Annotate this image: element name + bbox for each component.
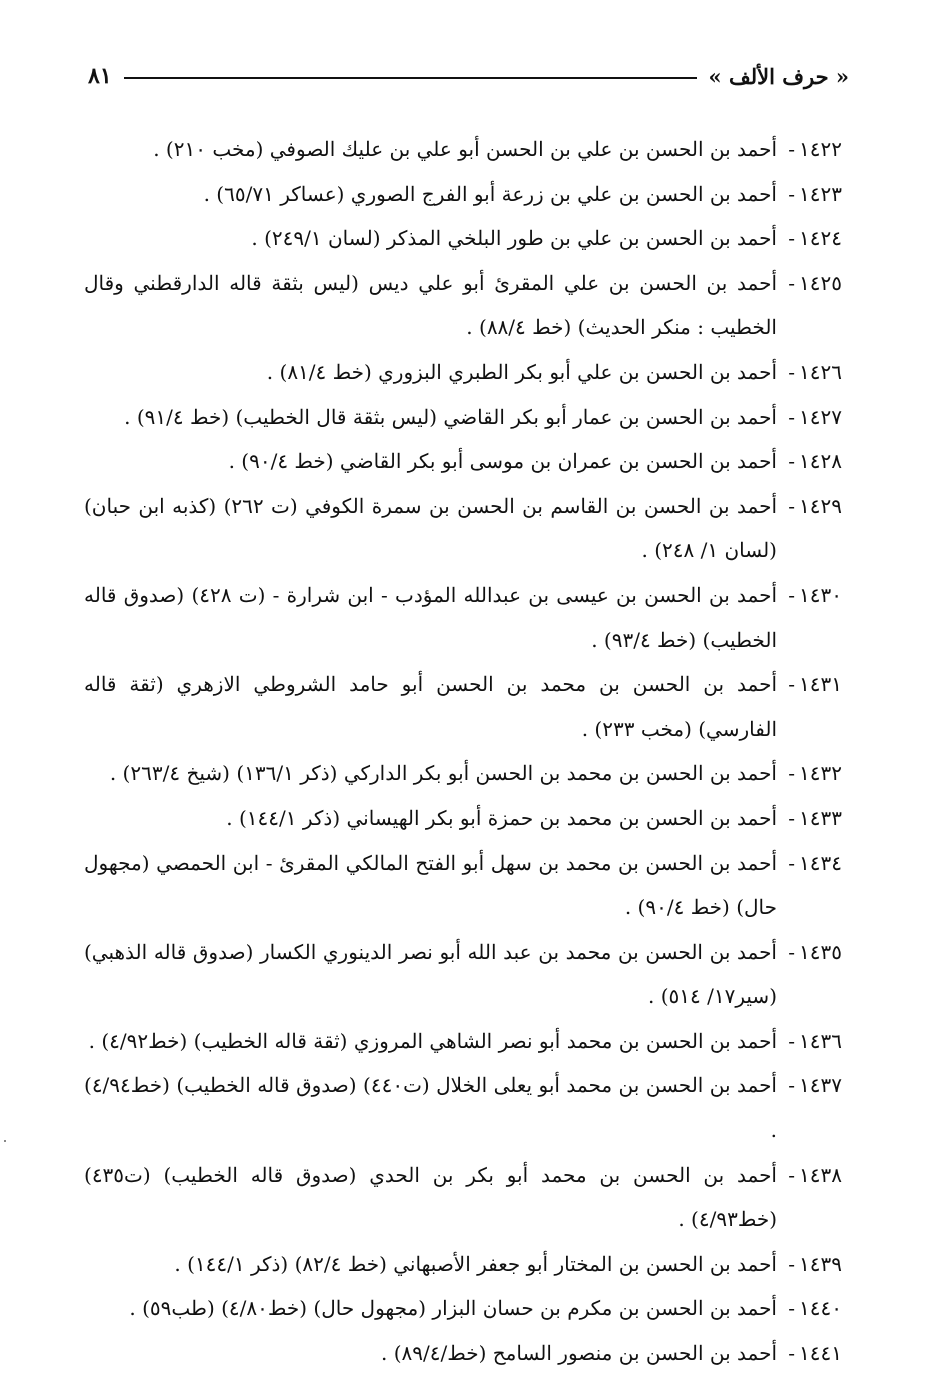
entry-text: أحمد بن الحسن بن علي بن طور البلخي المذكر (لسان ٢٤٩/١) . — [251, 226, 777, 251]
entry-dash: - — [788, 226, 795, 251]
entry-dash: - — [788, 449, 795, 474]
entry-number: ١٤٢٧ — [799, 404, 842, 429]
entry-text: أحمد بن الحسن بن محمد بن حمزة أبو بكر الهيساني (ذكر ١٤٤/١) . — [226, 805, 777, 830]
entry-text: أحمد بن الحسن بن محمد بن عبد الله أبو نصر الدينوري الكسار (صدوق قاله الذهبي) (سير١٧/ ٥١٤) . — [84, 939, 777, 1009]
entry-number: ١٤٣٧ — [799, 1073, 842, 1098]
entry — [84, 1063, 851, 1152]
entry-number: ١٤٢٥ — [799, 270, 842, 295]
entry-number: ١٤٣٨ — [799, 1162, 842, 1187]
entry — [84, 1019, 851, 1064]
entry-number: ١٤٢٣ — [799, 181, 842, 206]
entry-number: ١٤٣٠ — [799, 582, 842, 607]
running-header — [88, 58, 849, 94]
entry-dash: - — [788, 1162, 795, 1187]
entry — [84, 573, 851, 662]
entry — [84, 395, 851, 440]
entry-text: أحمد بن الحسن بن عيسى بن عبدالله المؤدب - ابن شرارة - (ت ٤٢٨) (صدوق قاله الخطيب) (خط ٩٣/٤) . — [84, 582, 777, 652]
entry-number: ١٤٣١ — [799, 672, 842, 697]
entry-text: أحمد بن الحسن بن محمد أبو بكر بن الحدي (صدوق قاله الخطيب) (ت٤٣٥) (خط٤/٩٣) . — [84, 1162, 777, 1232]
entry — [84, 662, 851, 751]
entry — [84, 127, 851, 172]
entry-number: ١٤٣٦ — [799, 1028, 842, 1053]
entry — [84, 261, 851, 350]
entry — [84, 439, 851, 484]
entry — [84, 796, 851, 841]
entry-number: ١٤٤٠ — [799, 1296, 842, 1321]
entry-number: ١٤٢٨ — [799, 449, 842, 474]
entry-dash: - — [788, 805, 795, 830]
entry-dash: - — [788, 404, 795, 429]
entry-dash: - — [788, 493, 795, 518]
entry-number: ١٤٢٩ — [799, 493, 842, 518]
header-rule — [124, 77, 697, 79]
entry-list — [84, 127, 851, 1376]
entry-text: أحمد بن الحسن بن عمران بن موسى أبو بكر القاضي (خط ٩٠/٤) . — [228, 449, 777, 474]
entry-text: أحمد بن الحسن بن علي بن الحسن أبو علي بن عليك الصوفي (مخب ٢١٠) . — [153, 137, 777, 161]
entry-text: أحمد بن الحسن بن المختار أبو جعفر الأصبهاني (خط ٨٢/٤) (ذكر ١٤٤/١) . — [174, 1251, 777, 1276]
entry-text: أحمد بن الحسن بن محمد أبو يعلى الخلال (ت٤٤٠) (صدوق قاله الخطيب) (خط٤/٩٤) . — [84, 1073, 777, 1143]
entry — [84, 172, 851, 217]
entry-text: أحمد بن الحسن بن محمد بن الحسن أبو بكر الداركي (ذكر ١٣٦/١) (شيخ ٢٦٣/٤) . — [109, 761, 777, 786]
entry-dash: - — [788, 1341, 795, 1366]
entry-text: أحمد بن الحسن بن منصور السامح (خط/٨٩/٤) . — [380, 1341, 777, 1366]
entry-text: أحمد بن الحسن بن مكرم بن حسان البزار (مجهول حال) (خط٤/٨٠) (طب٥٩) . — [129, 1296, 777, 1321]
scan-speck — [4, 1140, 6, 1142]
entry — [84, 1242, 851, 1287]
entry-dash: - — [788, 761, 795, 786]
entry — [84, 930, 851, 1019]
entry-number: ١٤٣٢ — [799, 761, 842, 786]
entry — [84, 1153, 851, 1242]
entry-text: أحمد بن الحسن بن محمد أبو نصر الشاهي المروزي (ثقة قاله الخطيب) (خط٤/٩٢) . — [88, 1028, 777, 1053]
entry-dash: - — [788, 1028, 795, 1053]
entry — [84, 751, 851, 796]
entry-dash: - — [788, 270, 795, 295]
entry-number: ١٤٤١ — [799, 1341, 842, 1366]
entry-text: أحمد بن الحسن بن محمد بن الحسن أبو حامد الشروطي الازهري (ثقة قاله الفارسي) (مخب ٢٣٣) . — [84, 672, 777, 741]
entry-text: أحمد بن الحسن بن عمار أبو بكر القاضي (ليس بثقة قال الخطيب) (خط ٩١/٤) . — [124, 404, 777, 429]
chapter-title: « حرف الألف » — [708, 63, 849, 89]
entry-number: ١٤٣٤ — [799, 850, 842, 875]
entry-dash: - — [788, 850, 795, 875]
entry-text: أحمد بن الحسن بن علي أبو بكر الطبري البزوري (خط ٨١/٤) . — [266, 359, 777, 384]
entry — [84, 216, 851, 261]
entry-text: أحمد بن الحسن بن محمد بن سهل أبو الفتح المالكي المقرئ - ابن الحمصي (مجهول حال) (خط ٩٠/٤) . — [84, 850, 777, 920]
entry-text: أحمد بن الحسن بن علي المقرئ أبو علي ديس (ليس بثقة قاله الدارقطني وقال الخطيب : منكر الحديث) (خط ٨٨/٤) . — [84, 270, 777, 340]
entry-dash: - — [788, 1073, 795, 1098]
entry-number: ١٤٣٥ — [799, 939, 842, 964]
entry-dash: - — [788, 359, 795, 384]
entry — [84, 484, 851, 573]
entry-number: ١٤٣٩ — [799, 1251, 842, 1276]
entry-number: ١٤٣٣ — [799, 805, 842, 830]
entry-dash: - — [788, 939, 795, 964]
entry — [84, 841, 851, 930]
entry-dash: - — [788, 672, 795, 697]
entry — [84, 1286, 851, 1331]
entry-dash: - — [788, 1296, 795, 1321]
entry-dash: - — [788, 582, 795, 607]
entry-text: أحمد بن الحسن بن علي بن زرعة أبو الفرج الصوري (عساكر ٦٥/٧١) . — [203, 181, 777, 206]
entry-number: ١٤٢٤ — [799, 226, 842, 251]
entry-number: ١٤٢٦ — [799, 359, 842, 384]
entry — [84, 350, 851, 395]
entry-dash: - — [788, 137, 795, 161]
entry-dash: - — [788, 181, 795, 206]
entry-text: أحمد بن الحسن بن القاسم بن الحسن بن سمرة الكوفي (ت ٢٦٢) (كذبه ابن حبان) (لسان ١/ ٢٤٨) . — [84, 493, 777, 563]
entry — [84, 1331, 851, 1376]
entry-dash: - — [788, 1251, 795, 1276]
page-number: ٨١ — [88, 63, 112, 89]
entry-number: ١٤٢٢ — [799, 137, 842, 161]
